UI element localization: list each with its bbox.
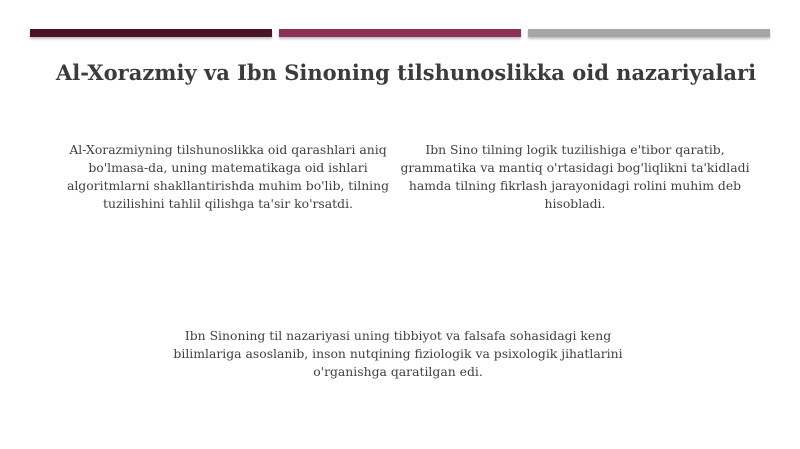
accent-bar-right <box>528 29 770 37</box>
accent-bar-middle <box>279 29 521 37</box>
slide-title: Al-Xorazmiy va Ibn Sinoning tilshunoslikka oid nazariyalari <box>55 60 757 85</box>
paragraph-al-xorazmiy: Al-Xorazmiyning tilshunoslikka oid qarashlari aniq bo'lmasa-da, uning matematikaga oid ishlari algoritmlarni shakllantirishda muhim bo'lib, tilning tuzilishini tahlil qilishga ta'sir ko'rsatdi. <box>66 142 390 211</box>
paragraph-ibn-sino-theory: Ibn Sinoning til nazariyasi uning tibbiyot va falsafa sohasidagi keng bilimlariga asoslanib, inson nutqining fiziologik va psixologik jihatlarini o'rganishga qaratilgan edi. <box>173 328 623 379</box>
accent-bar-left <box>30 29 272 37</box>
paragraph-ibn-sino-logic: Ibn Sino tilning logik tuzilishiga e'tibor qaratib, grammatika va mantiq o'rtasidagi bog'liqlikni ta'kidladi hamda tilning fikrlash jarayonidagi rolini muhim deb hisobladi. <box>400 142 750 211</box>
